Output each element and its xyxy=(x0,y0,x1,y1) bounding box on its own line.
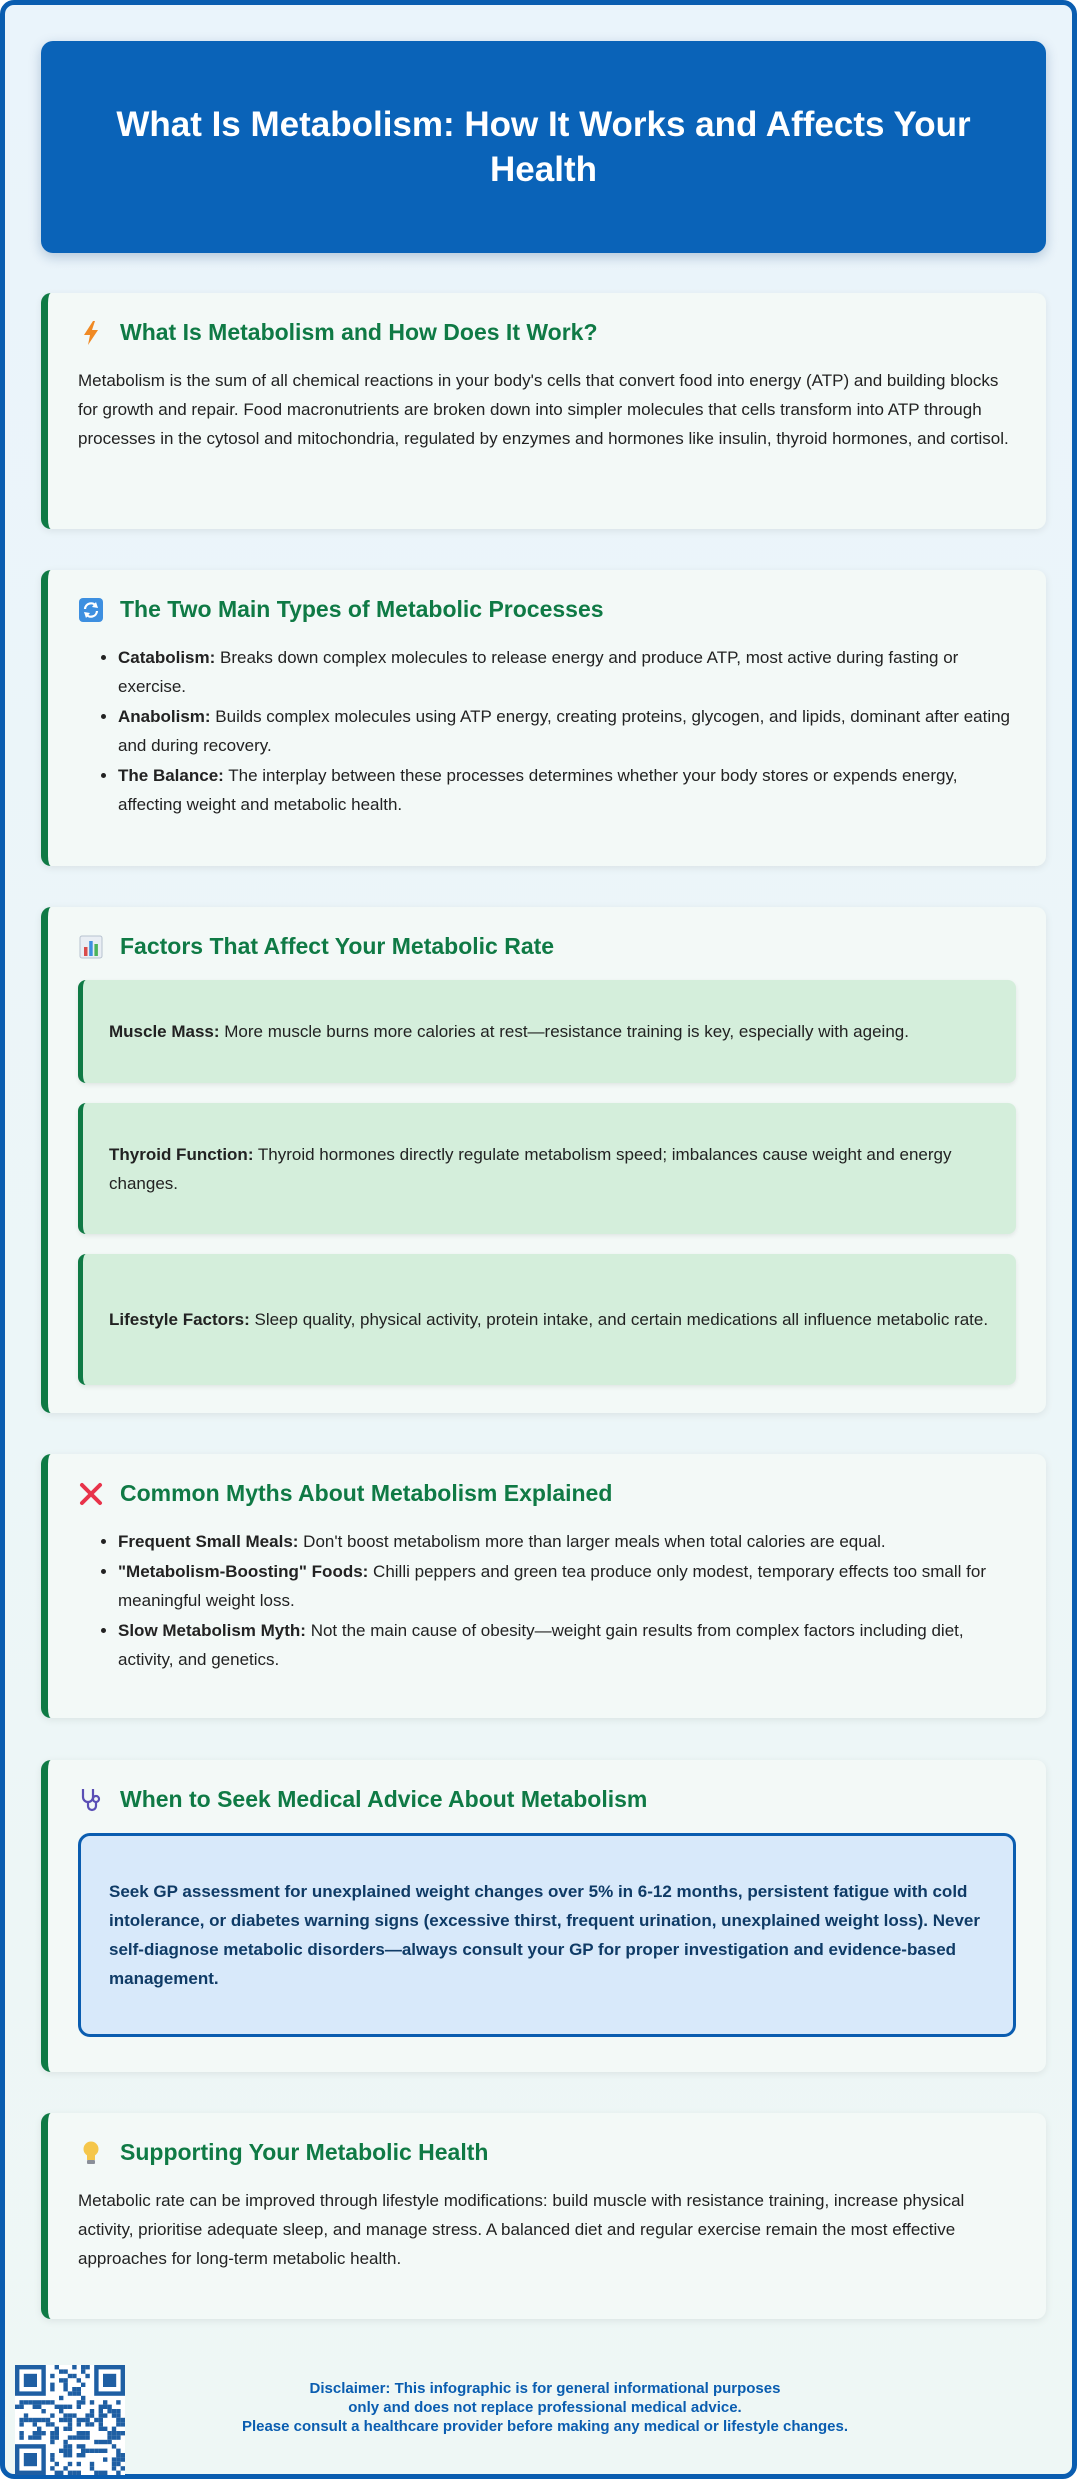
bar-chart-icon xyxy=(78,934,104,960)
section-support xyxy=(41,2113,1046,2319)
list-item: • Catabolism: Breaks down complex molecules to release energy and produce ATP, most active during fasting or exercise. xyxy=(118,643,1016,701)
qr-code[interactable] xyxy=(15,2365,125,2475)
disclaimer: Disclaimer: This infographic is for general informational purposes only and does not replace professional medical advice. Please consult a healthcare provider before making any medical or lifestyle changes. xyxy=(241,2380,849,2435)
section-myths xyxy=(41,1454,1046,1718)
page-footer xyxy=(5,2355,1077,2475)
page-title: What Is Metabolism: How It Works and Affects Your Health xyxy=(116,104,971,189)
factor-text: Muscle Mass: More muscle burns more calories at rest—resistance training is key, especially with ageing. xyxy=(109,1022,909,1041)
disclaimer-label: Disclaimer: xyxy=(309,2380,391,2397)
factor-card xyxy=(78,1103,1016,1234)
section-title: The Two Main Types of Metabolic Processes xyxy=(120,596,604,622)
section-title: Supporting Your Metabolic Health xyxy=(120,2139,489,2165)
section-factors xyxy=(41,907,1046,1413)
factor-text: Thyroid Function: Thyroid hormones directly regulate metabolism speed; imbalances cause weight and energy changes. xyxy=(109,1144,952,1193)
section-medical-advice xyxy=(41,1760,1046,2072)
cross-mark-icon xyxy=(78,1481,104,1507)
section-body: Metabolism is the sum of all chemical reactions in your body's cells that convert food into energy (ATP) and building blocks for growth and repair. Food macronutrients are broken down into simpler molecules that cells transform into ATP through processes in the cytosol and mitochondria, regulated by enzymes and hormones like insulin, thyroid hormones, and cortisol. xyxy=(78,371,1009,448)
factor-card xyxy=(78,980,1016,1083)
section-title: Common Myths About Metabolism Explained xyxy=(120,1480,613,1506)
list-item: • Slow Metabolism Myth: Not the main cause of obesity—weight gain results from complex factors including diet, activity, and genetics. xyxy=(118,1616,1016,1674)
advice-text: Seek GP assessment for unexplained weight changes over 5% in 6-12 months, persistent fatigue with cold intolerance, or diabetes warning signs (excessive thirst, frequent urination, unexplained weight loss). Never self-diagnose metabolic disorders—always consult your GP for proper investigation and evidence-based management. xyxy=(109,1882,980,1988)
list-item: • Frequent Small Meals: Don't boost metabolism more than larger meals when total calories are equal. xyxy=(118,1527,1016,1556)
factor-text: Lifestyle Factors: Sleep quality, physical activity, protein intake, and certain medications all influence metabolic rate. xyxy=(109,1310,989,1329)
page-header xyxy=(41,41,1046,253)
list-item: • Anabolism: Builds complex molecules using ATP energy, creating proteins, glycogen, and lipids, dominant after eating and during recovery. xyxy=(118,702,1016,760)
list-item: • "Metabolism-Boosting" Foods: Chilli peppers and green tea produce only modest, temporary effects too small for meaningful weight loss. xyxy=(118,1557,1016,1615)
section-title: What Is Metabolism and How Does It Work? xyxy=(120,319,598,345)
section-what-is-metabolism xyxy=(41,293,1046,529)
types-list xyxy=(78,643,1016,819)
myths-list xyxy=(78,1527,1016,1674)
advice-callout xyxy=(78,1833,1016,2037)
section-types xyxy=(41,570,1046,866)
lightning-icon xyxy=(78,320,104,346)
section-title: Factors That Affect Your Metabolic Rate xyxy=(120,933,555,959)
light-bulb-icon xyxy=(78,2140,104,2166)
list-item: • The Balance: The interplay between these processes determines whether your body stores or expends energy, affecting weight and metabolic health. xyxy=(118,761,1016,819)
stethoscope-icon xyxy=(78,1787,104,1813)
factor-card xyxy=(78,1254,1016,1385)
section-title: When to Seek Medical Advice About Metabolism xyxy=(120,1786,648,1812)
section-body: Metabolic rate can be improved through lifestyle modifications: build muscle with resistance training, increase physical activity, prioritise adequate sleep, and manage stress. A balanced diet and regular exercise remain the most effective approaches for long-term metabolic health. xyxy=(78,2191,965,2268)
cycle-arrows-icon xyxy=(78,597,104,623)
